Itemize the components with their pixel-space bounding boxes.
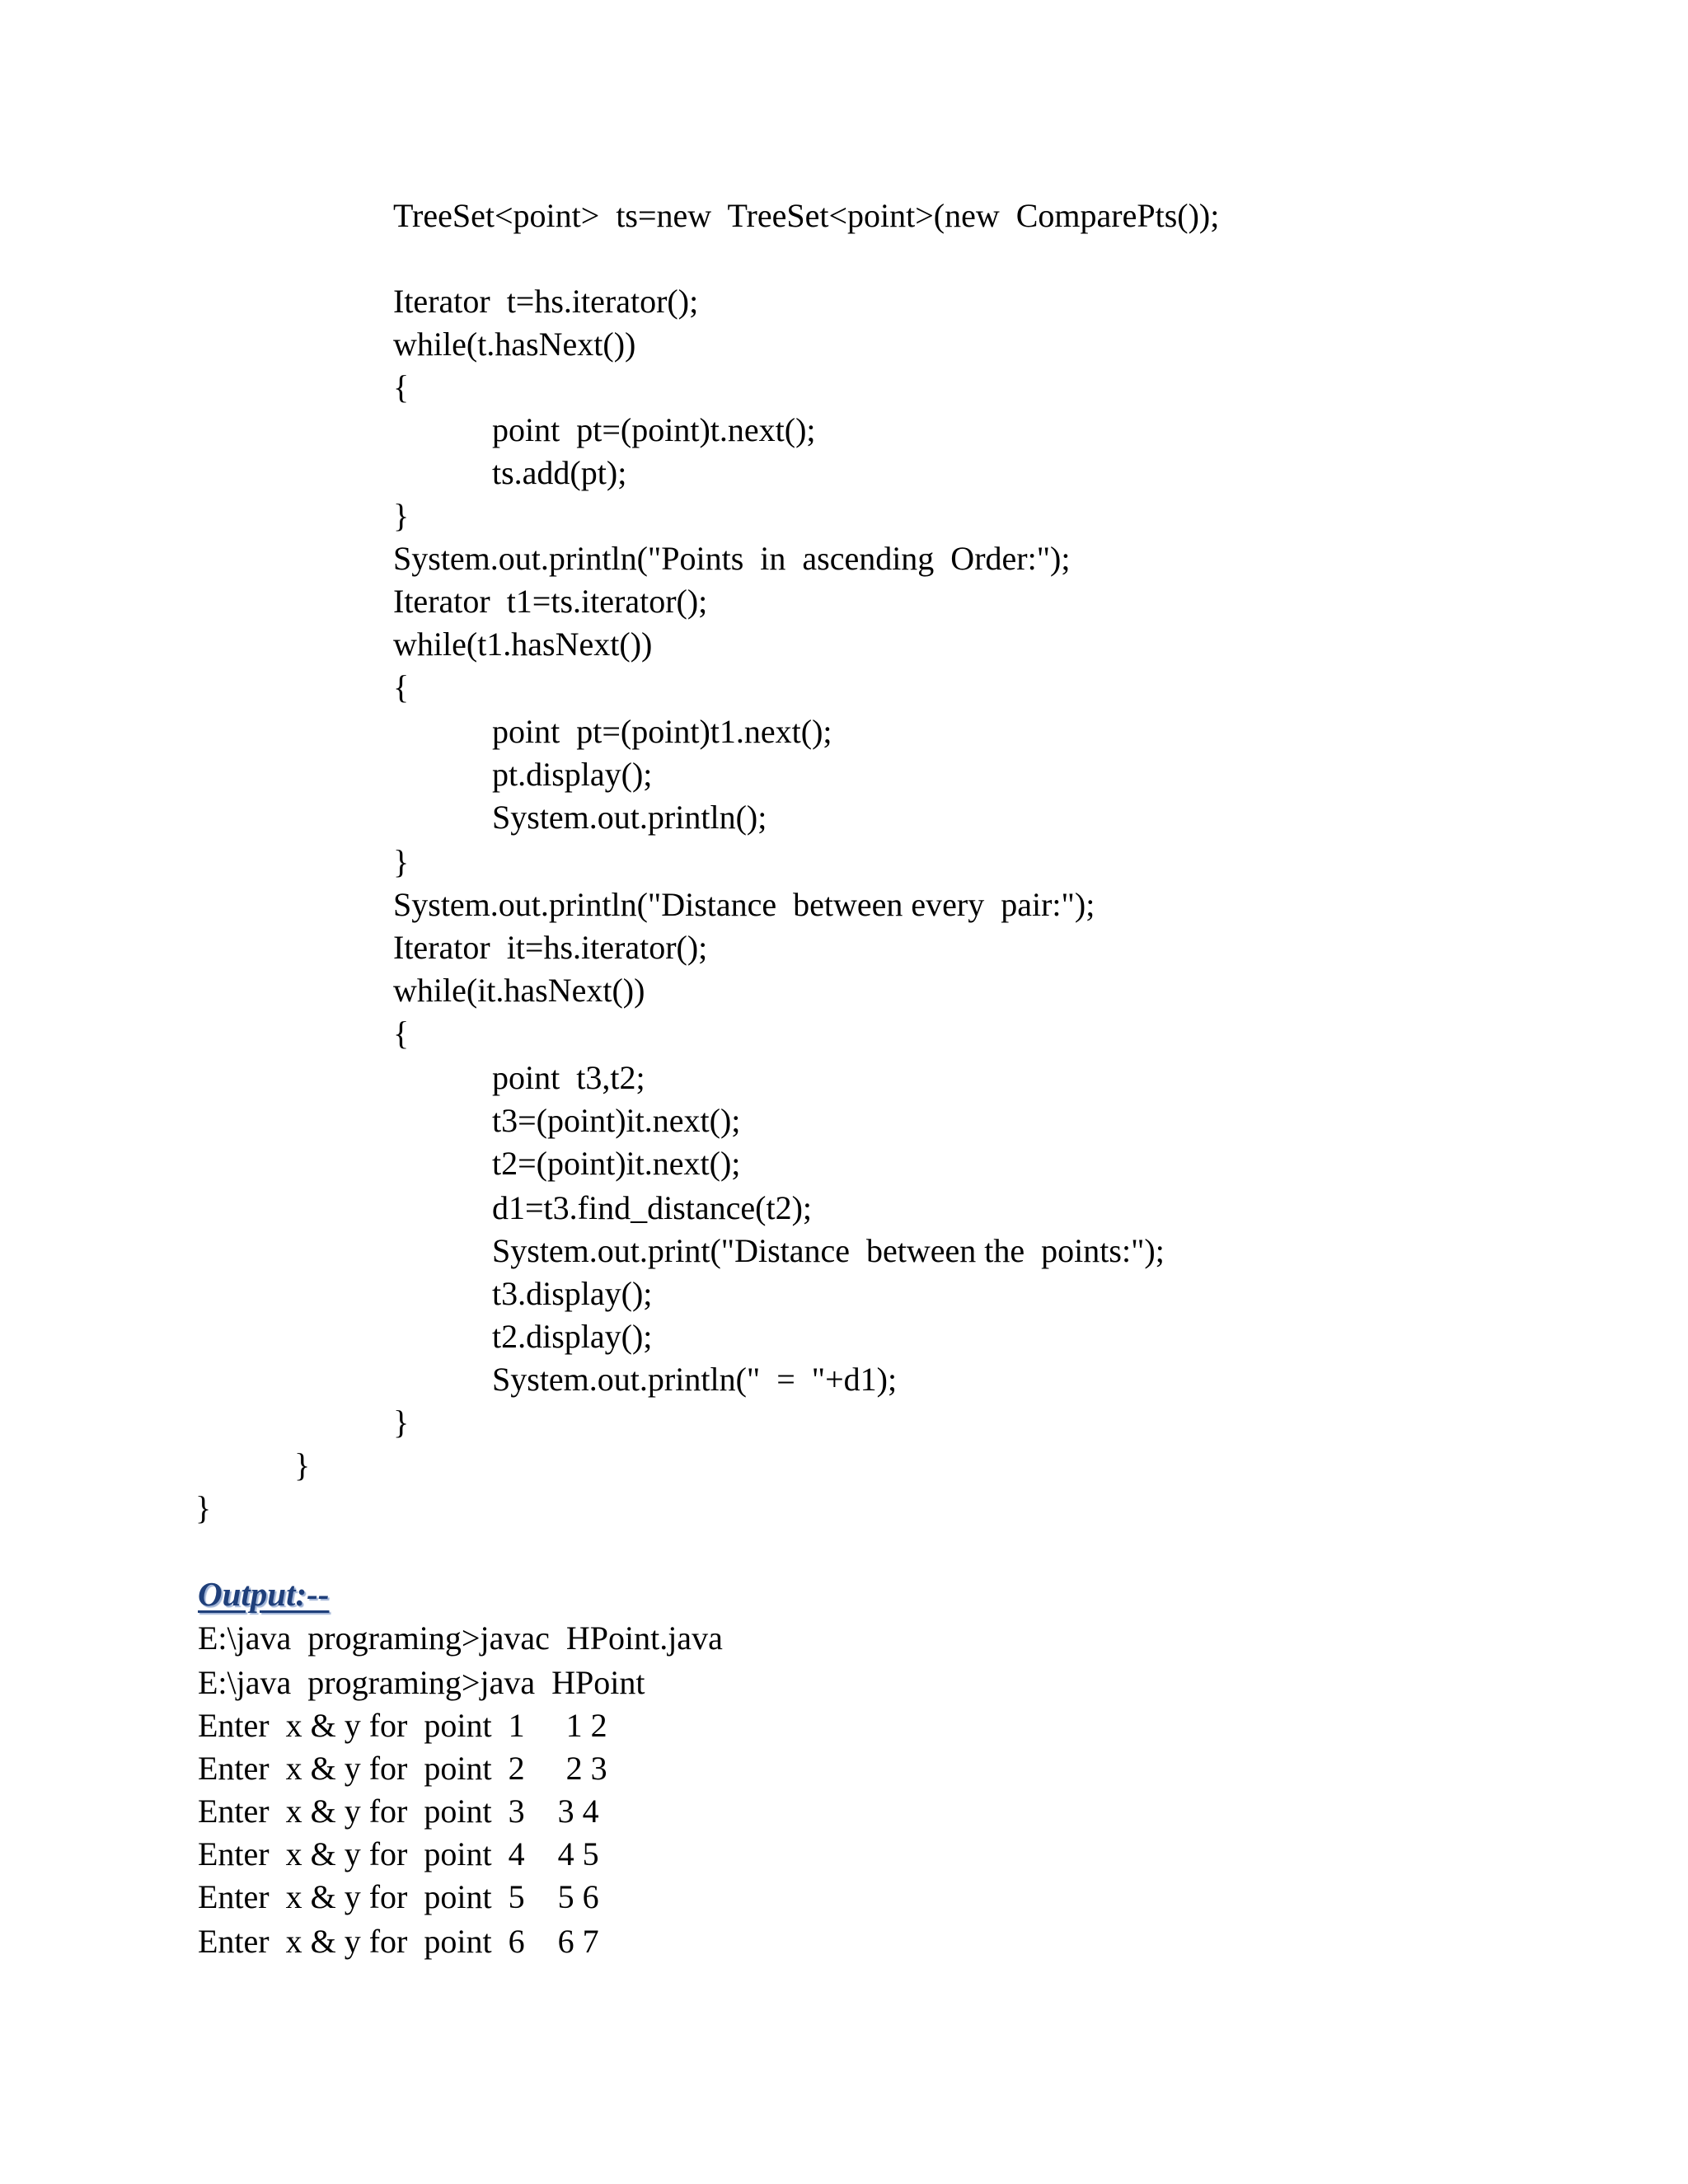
code-line: System.out.print("Distance between the points:"); <box>492 1232 1165 1269</box>
output-heading: Output:-- <box>198 1575 330 1613</box>
code-line: { <box>393 668 410 705</box>
code-line: } <box>393 497 410 534</box>
code-line: } <box>195 1489 212 1526</box>
output-line: Enter x & y for point 2 2 3 <box>198 1750 607 1787</box>
code-line: while(it.hasNext()) <box>393 972 645 1009</box>
code-line: d1=t3.find_distance(t2); <box>492 1189 813 1226</box>
output-line: E:\java programing>javac HPoint.java <box>198 1619 723 1657</box>
code-line: } <box>393 1404 410 1441</box>
code-line: } <box>294 1446 311 1483</box>
output-line: Enter x & y for point 3 3 4 <box>198 1793 599 1830</box>
code-line: point pt=(point)t.next(); <box>492 411 816 448</box>
code-line: TreeSet<point> ts=new TreeSet<point>(new ComparePts()); <box>393 197 1220 234</box>
code-line: point t3,t2; <box>492 1059 645 1096</box>
output-line: Enter x & y for point 1 1 2 <box>198 1707 607 1744</box>
code-line: point pt=(point)t1.next(); <box>492 713 832 750</box>
code-line: Iterator it=hs.iterator(); <box>393 929 708 966</box>
output-line: Enter x & y for point 5 5 6 <box>198 1878 599 1915</box>
code-line: Iterator t1=ts.iterator(); <box>393 583 708 620</box>
code-line: System.out.println("Distance between every pair:"); <box>393 886 1095 923</box>
code-line: { <box>393 368 410 405</box>
code-line: System.out.println("Points in ascending Order:"); <box>393 540 1071 577</box>
code-line: System.out.println(" = "+d1); <box>492 1361 898 1398</box>
code-line: t2=(point)it.next(); <box>492 1145 741 1182</box>
code-line: while(t.hasNext()) <box>393 326 636 363</box>
output-line: E:\java programing>java HPoint <box>198 1664 645 1701</box>
output-line: Enter x & y for point 6 6 7 <box>198 1923 599 1960</box>
code-line: while(t1.hasNext()) <box>393 626 653 663</box>
code-line: t2.display(); <box>492 1318 653 1355</box>
code-line: Iterator t=hs.iterator(); <box>393 283 699 320</box>
code-line: t3.display(); <box>492 1275 653 1312</box>
code-line: } <box>393 843 410 880</box>
code-line: { <box>393 1015 410 1052</box>
code-line: pt.display(); <box>492 756 653 793</box>
output-line: Enter x & y for point 4 4 5 <box>198 1835 599 1872</box>
code-line: ts.add(pt); <box>492 454 627 491</box>
code-line: System.out.println(); <box>492 799 767 836</box>
code-line: t3=(point)it.next(); <box>492 1102 741 1139</box>
